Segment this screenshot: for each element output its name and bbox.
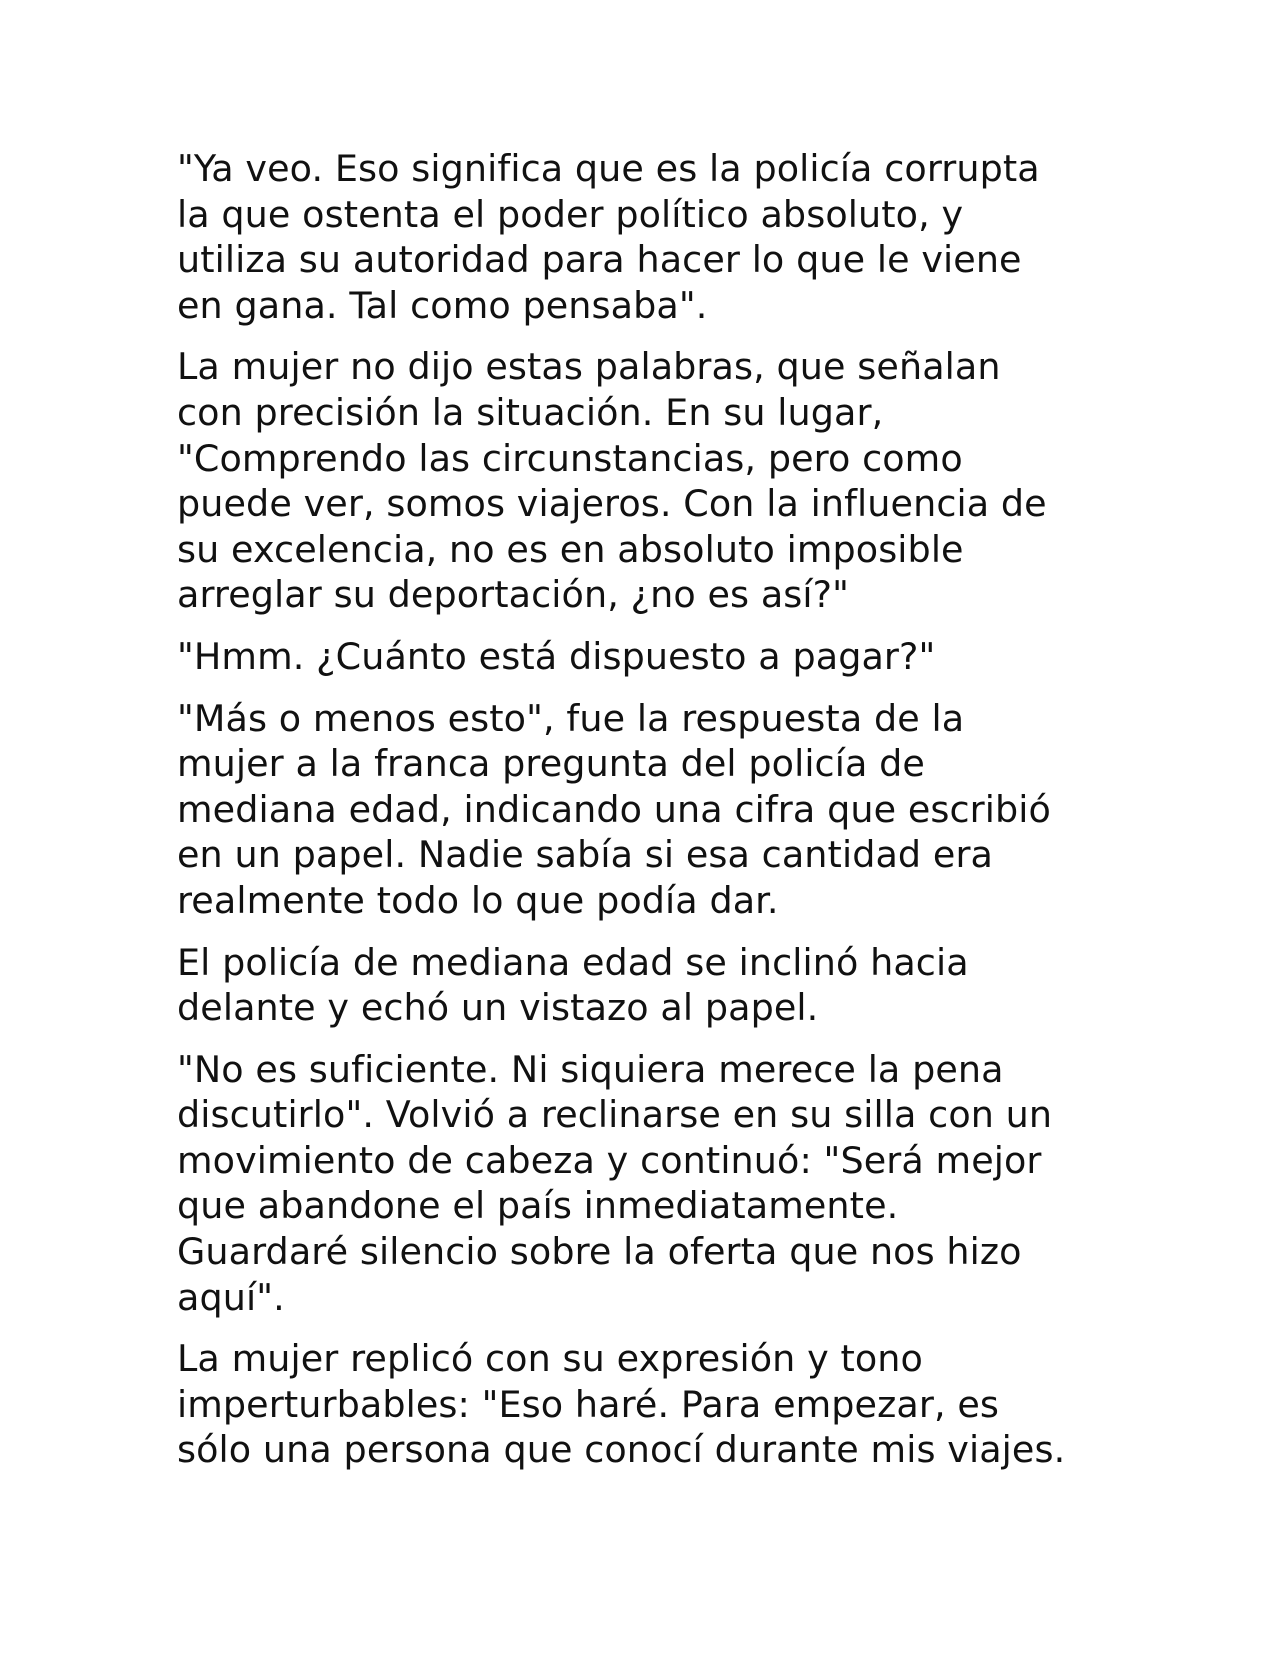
paragraph: "Más o menos esto", fue la respuesta de la mujer a la franca pregunta del policía de mediana edad, indicando una cifra que escribió en un papel. Nadie sabía si esa cantidad era realmente todo lo que podía dar. xyxy=(177,696,1051,922)
paragraph: "Hmm. ¿Cuánto está dispuesto a pagar?" xyxy=(177,634,936,678)
paragraph: "No es suficiente. Ni siquiera merece la pena discutirlo". Volvió a reclinarse en su silla con un movimiento de cabeza y continuó: "Será mejor que abandone el país inmediatamente. Guardaré silencio sobre la oferta que nos hizo aquí". xyxy=(177,1047,1053,1319)
paragraph: "Ya veo. Eso significa que es la policía corrupta la que ostenta el poder político absoluto, y utiliza su autoridad para hacer lo que le viene en gana. Tal como pensaba". xyxy=(177,147,1040,327)
paragraph: La mujer replicó con su expresión y tono imperturbables: "Eso haré. Para empezar, es sólo una persona que conocí durante mis viajes. xyxy=(177,1337,1066,1472)
document-body xyxy=(177,146,1177,1489)
paragraph: El policía de mediana edad se inclinó hacia delante y echó un vistazo al papel. xyxy=(177,940,969,1030)
paragraph: La mujer no dijo estas palabras, que señalan con precisión la situación. En su lugar, "Comprendo las circunstancias, pero como puede ver, somos viajeros. Con la influencia de su excelencia, no es en absoluto imposible arreglar su deportación, ¿no es así?" xyxy=(177,345,1047,617)
